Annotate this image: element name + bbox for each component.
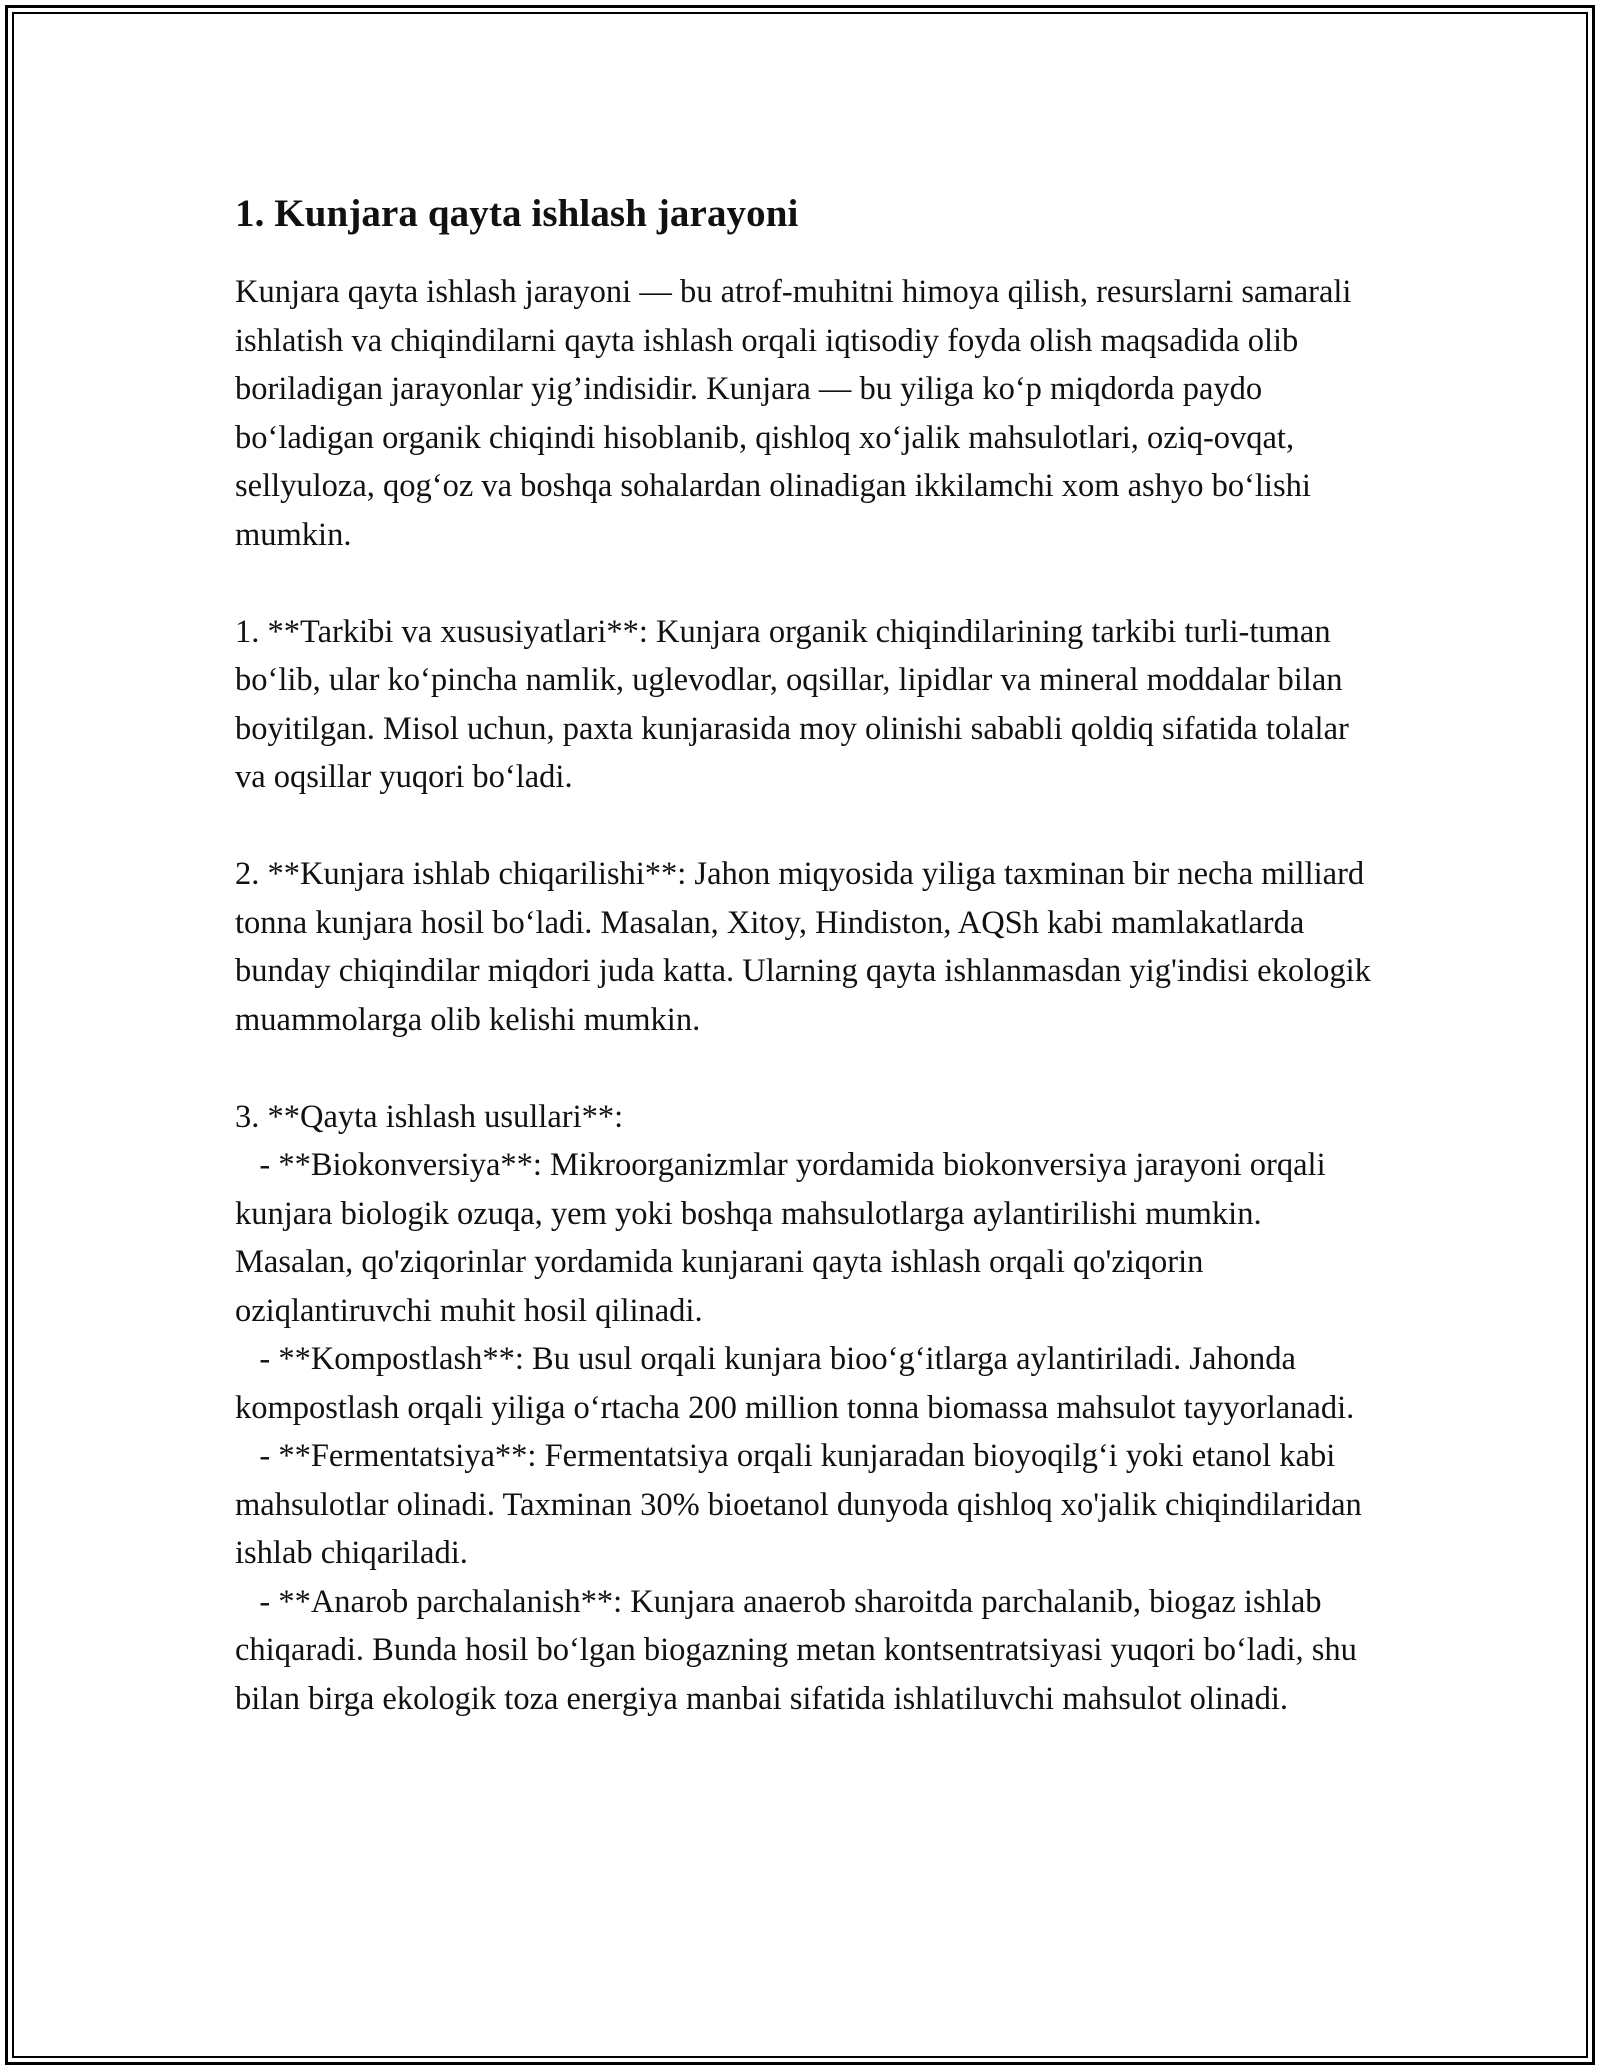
list-item-kompostlash: - **Kompostlash**: Bu usul orqali kunjara bioo‘g‘itlarga aylantiriladi. Jahonda kompostlash orqali yiliga o‘rtacha 200 million tonna biomassa mahsulot tayyorlanadi.: [235, 1341, 1355, 1426]
list-item-anarob-parchalanish: - **Anarob parchalanish**: Kunjara anaerob sharoitda parchalanib, biogaz ishlab chiqaradi. Bunda hosil bo‘lgan biogazning metan kontsentratsiyasi yuqori bo‘ladi, shu bilan birga ekologik toza energiya manbai sifatida ishlatiluvchi mahsulot olinadi.: [235, 1583, 1366, 1717]
paragraph-spacer: [235, 1044, 1375, 1093]
section-1-paragraph: 1. **Tarkibi va xususiyatlari**: Kunjara organik chiqindilarining tarkibi turli-tuman bo‘lib, ular ko‘pincha namlik, uglevodlar, oqsillar, lipidlar va mineral moddalar bilan boyitilgan. Misol uchun, paxta kunjarasida moy olinishi sababli qoldiq sifatida tolalar va oqsillar yuqori bo‘ladi.: [235, 613, 1349, 795]
document-title: 1. Kunjara qayta ishlash jarayoni: [235, 192, 799, 235]
paragraph-spacer: [235, 559, 1375, 608]
section-3-heading: 3. **Qayta ishlash usullari**:: [235, 1098, 624, 1135]
intro-paragraph: Kunjara qayta ishlash jarayoni — bu atrof-muhitni himoya qilish, resurslarni samarali ishlatish va chiqindilarni qayta ishlash orqali iqtisodiy foyda olish maqsadida olib boriladigan jarayonlar yig’indisidir. Kunjara — bu yiliga ko‘p miqdorda paydo bo‘ladigan organik chiqindi hisoblanib, qishloq xo‘jalik mahsulotlari, oziq-ovqat, sellyuloza, qog‘oz va boshqa sohalardan olinadigan ikkilamchi xom ashyo bo‘lishi mumkin.: [235, 274, 1352, 553]
list-item-fermentatsiya: - **Fermentatsiya**: Fermentatsiya orqali kunjaradan bioyoqilg‘i yoki etanol kabi mahsulotlar olinadi. Taxminan 30% bioetanol dunyoda qishloq xo'jalik chiqindilaridan ishlab chiqariladi.: [235, 1438, 1370, 1571]
section-2-paragraph: 2. **Kunjara ishlab chiqarilishi**: Jahon miqyosida yiliga taxminan bir necha milliard tonna kunjara hosil bo‘ladi. Masalan, Xitoy, Hindiston, AQSh kabi mamlakatlarda bunday chiqindilar miqdori juda katta. Ularning qayta ishlanmasdan yig'indisi ekologik muammolarga olib kelishi mumkin.: [235, 856, 1371, 1038]
document-body: [235, 182, 1375, 1723]
list-item-biokonversiya: - **Biokonversiya**: Mikroorganizmlar yordamida biokonversiya jarayoni orqali kunjara biologik ozuqa, yem yoki boshqa mahsulotlarga aylantirilishi mumkin. Masalan, qo'ziqorinlar yordamida kunjarani qayta ishlash orqali qo'ziqorin oziqlantiruvchi muhit hosil qilinadi.: [235, 1147, 1334, 1329]
paragraph-spacer: [235, 802, 1375, 851]
